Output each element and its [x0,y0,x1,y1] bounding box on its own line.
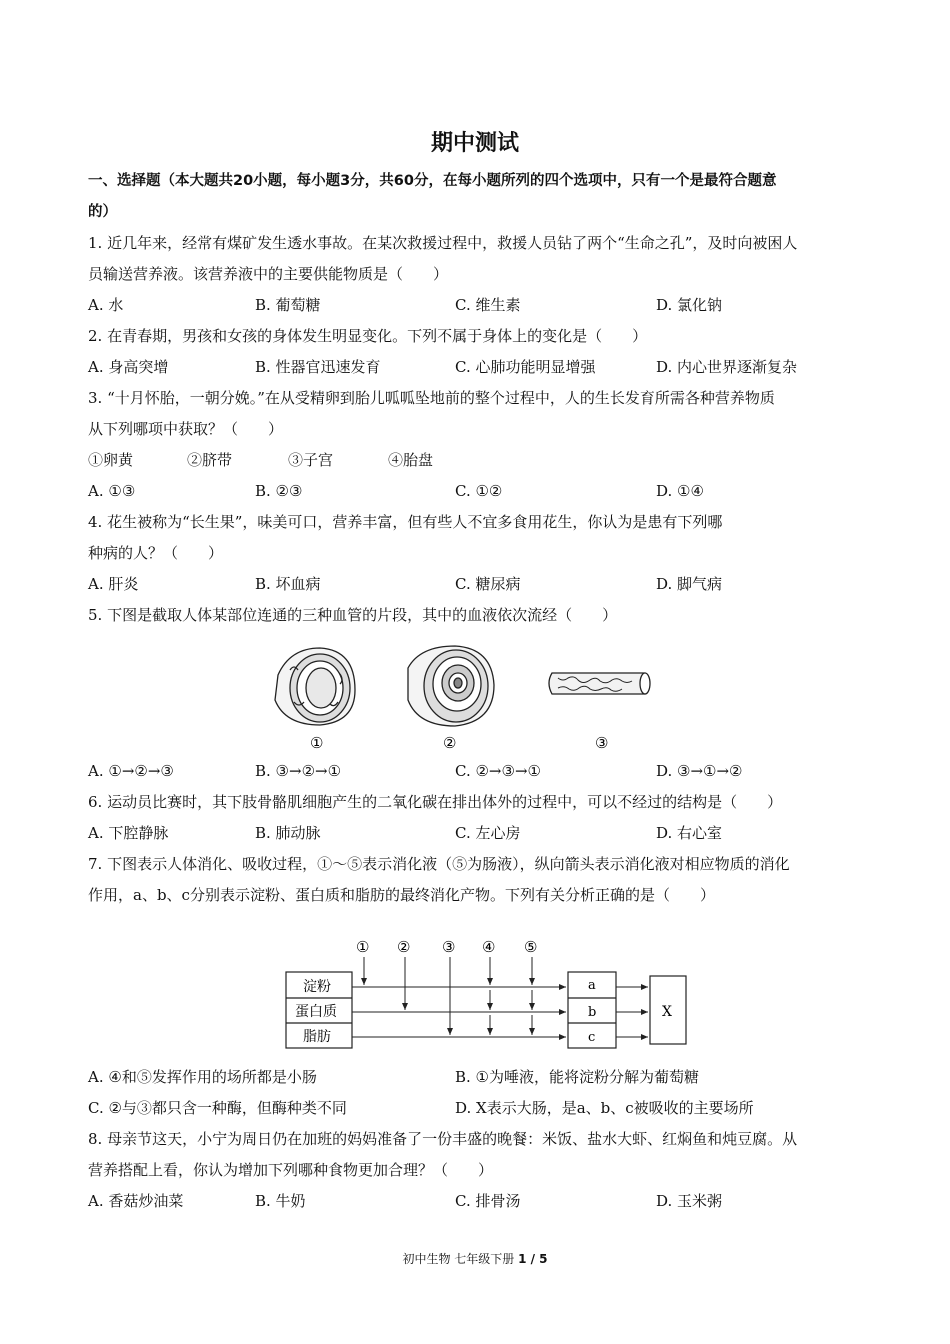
page-title: 期中测试 [430,131,519,156]
figure-label-1: ① [310,734,324,752]
question-1-text-cont: 员输送营养液。该营养液中的主要供能物质是（ ） [88,265,449,283]
q1-option-b[interactable]: B. 葡萄糖 [255,296,321,314]
q1-option-d[interactable]: D. 氯化钠 [656,296,723,314]
artery-cross-section [275,648,355,725]
page-number: 1 / 5 [518,1252,548,1266]
q6-option-a[interactable]: A. 下腔静脉 [88,824,169,842]
q8-option-c[interactable]: C. 排骨汤 [455,1192,521,1210]
juice-label-3: ③ [442,938,456,956]
q2-option-a[interactable]: A. 身高突增 [88,358,169,376]
q3-option-c[interactable]: C. ①② [455,482,503,500]
q3-item-3: ③子宫 [288,451,334,469]
page-footer [0,1250,950,1267]
q6-option-b[interactable]: B. 肺动脉 [255,824,321,842]
q3-option-a[interactable]: A. ①③ [88,482,136,500]
question-6-text: 6. 运动员比赛时，其下肢骨骼肌细胞产生的二氧化碳在排出体外的过程中，可以不经过的结构是（ ） [88,793,783,811]
q3-option-d[interactable]: D. ①④ [656,482,704,500]
q7-option-b[interactable]: B. ①为唾液，能将淀粉分解为葡萄糖 [455,1068,700,1086]
q5-option-c[interactable]: C. ②→③→① [455,762,541,780]
q2-option-d[interactable]: D. 内心世界逐渐复杂 [656,358,798,376]
blood-vessel-figure [260,640,660,755]
section-heading-cont: 的） [88,204,117,220]
footer-text: 初中生物 七年级下册 [402,1252,519,1266]
q6-option-c[interactable]: C. 左心房 [455,824,521,842]
target-x: X [662,1004,672,1020]
product-a: a [588,978,596,993]
q4-option-d[interactable]: D. 脚气病 [656,575,723,593]
q4-option-a[interactable]: A. 肝炎 [88,575,139,593]
q4-option-b[interactable]: B. 坏血病 [255,575,321,593]
q7-option-a[interactable]: A. ④和⑤发挥作用的场所都是小肠 [88,1068,317,1086]
question-1-text: 1. 近几年来，经常有煤矿发生透水事故。在某次救援过程中，救援人员钻了两个“生命之孔”，及时向被困人 [88,234,798,252]
section-heading: 一、选择题（本大题共20小题，每小题3分，共60分，在每小题所列的四个选项中，只有一个是最符合题意 [88,173,777,189]
juice-label-4: ④ [482,938,496,956]
q3-item-1: ①卵黄 [88,451,134,469]
q7-option-c[interactable]: C. ②与③都只含一种酶，但酶种类不同 [88,1099,347,1117]
juice-label-5: ⑤ [524,938,538,956]
question-5-text: 5. 下图是截取人体某部位连通的三种血管的片段，其中的血液依次流经（ ） [88,606,618,624]
question-7-text: 7. 下图表示人体消化、吸收过程，①～⑤表示消化液（⑤为肠液），纵向箭头表示消化液对相应物质的消化 [88,855,790,873]
product-c: c [588,1030,596,1045]
q3-item-2: ②脐带 [187,451,233,469]
vein-cross-section [408,646,494,726]
q7-option-d[interactable]: D. X表示大肠，是a、b、c被吸收的主要场所 [455,1099,754,1117]
q8-option-b[interactable]: B. 牛奶 [255,1192,306,1210]
q4-option-c[interactable]: C. 糖尿病 [455,575,521,593]
substance-protein: 蛋白质 [295,1004,337,1020]
question-7-text-cont: 作用，a、b、c分别表示淀粉、蛋白质和脂肪的最终消化产物。下列有关分析正确的是（ ） [88,886,715,904]
question-2-text: 2. 在青春期，男孩和女孩的身体发生明显变化。下列不属于身体上的变化是（ ） [88,327,648,345]
q8-option-d[interactable]: D. 玉米粥 [656,1192,723,1210]
question-3-text-cont: 从下列哪项中获取？（ ） [88,420,284,438]
figure-label-3: ③ [595,734,609,752]
substance-fat: 脂肪 [303,1029,331,1045]
capillary-segment [549,673,650,694]
substance-starch: 淀粉 [303,979,331,995]
q5-option-a[interactable]: A. ①→②→③ [88,762,174,780]
juice-label-1: ① [356,938,370,956]
q8-option-a[interactable]: A. 香菇炒油菜 [88,1192,184,1210]
q2-option-c[interactable]: C. 心肺功能明显增强 [455,358,596,376]
question-8-text-cont: 营养搭配上看，你认为增加下列哪种食物更加合理？（ ） [88,1161,494,1179]
question-8-text: 8. 母亲节这天，小宁为周日仍在加班的妈妈准备了一份丰盛的晚餐：米饭、盐水大虾、红焖鱼和炖豆腐。从 [88,1130,798,1148]
q3-item-4: ④胎盘 [388,451,434,469]
digestion-diagram [280,930,700,1055]
figure-label-2: ② [443,734,457,752]
q1-option-c[interactable]: C. 维生素 [455,296,521,314]
q2-option-b[interactable]: B. 性器官迅速发育 [255,358,381,376]
q5-option-b[interactable]: B. ③→②→① [255,762,342,780]
q6-option-d[interactable]: D. 右心室 [656,824,723,842]
product-b: b [588,1005,597,1020]
q5-option-d[interactable]: D. ③→①→② [656,762,743,780]
juice-label-2: ② [397,938,411,956]
q1-option-a[interactable]: A. 水 [88,296,124,314]
question-4-text: 4. 花生被称为“长生果”，味美可口，营养丰富，但有些人不宜多食用花生，你认为是患有下列哪 [88,513,723,531]
q3-option-b[interactable]: B. ②③ [255,482,303,500]
question-4-text-cont: 种病的人？（ ） [88,544,224,562]
question-3-text: 3. “十月怀胎，一朝分娩。”在从受精卵到胎儿呱呱坠地前的整个过程中，人的生长发育所需各种营养物质 [88,389,775,407]
